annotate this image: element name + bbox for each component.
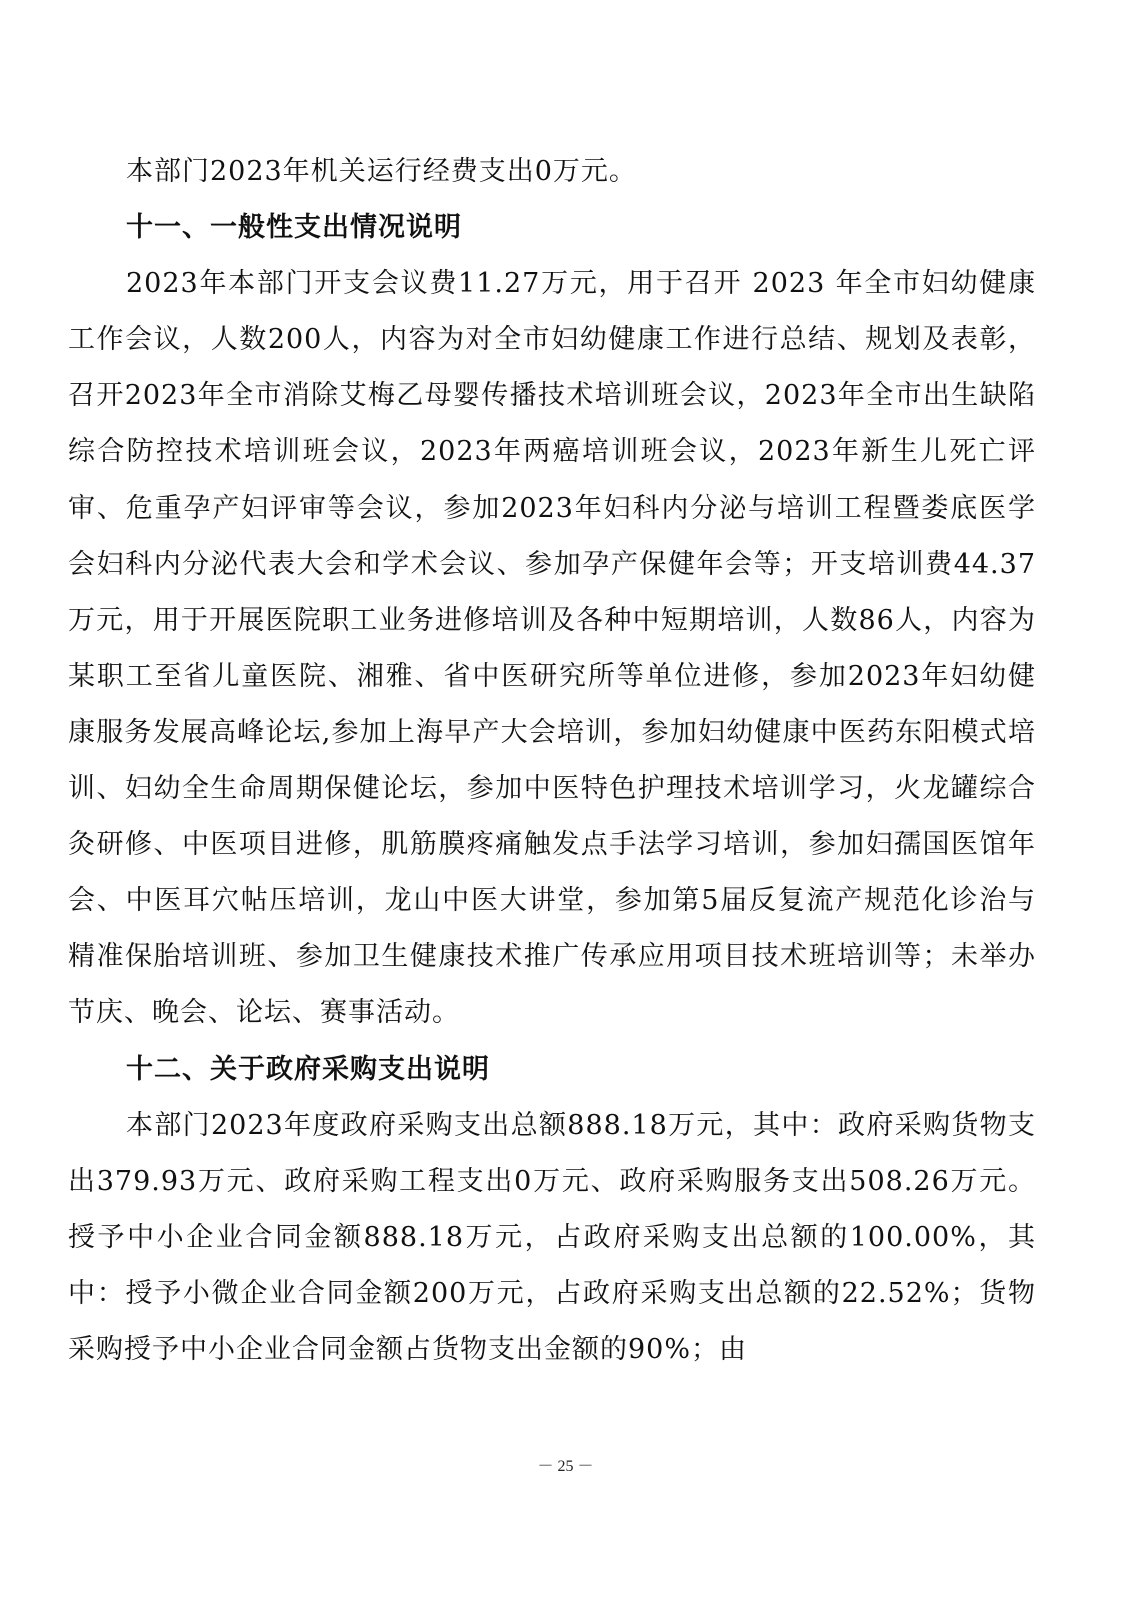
document-body <box>68 144 1036 1378</box>
paragraph-operating-expenses: 本部门2023年机关运行经费支出0万元。 <box>126 156 637 187</box>
section-heading-government-procurement: 十二、关于政府采购支出说明 <box>126 1053 490 1085</box>
paragraph-general-expenditure: 2023年本部门开支会议费11.27万元，用于召开 2023 年全市妇幼健康工作会议，人数200人，内容为对全市妇幼健康工作进行总结、规划及表彰，召开2023年全市消除艾梅乙母婴传播技术培训班会议，2023年全市出生缺陷综合防控技术培训班会议，2023年两癌培训班会议，2023年新生儿死亡评审、危重孕产妇评审等会议，参加2023年妇科内分泌与培训工程暨娄底医学会妇科内分泌代表大会和学术会议、参加孕产保健年会等；开支培训费44.37万元，用于开展医院职工业务进修培训及各种中短期培训，人数86人，内容为某职工至省儿童医院、湘雅、省中医研究所等单位进修，参加2023年妇幼健康服务发展高峰论坛,参加上海早产大会培训，参加妇幼健康中医药东阳模式培训、妇幼全生命周期保健论坛，参加中医特色护理技术培训学习，火龙罐综合灸研修、中医项目进修，肌筋膜疼痛触发点手法学习培训，参加妇孺国医馆年会、中医耳穴帖压培训，龙山中医大讲堂，参加第5届反复流产规范化诊治与精准保胎培训班、参加卫生健康技术推广传承应用项目技术班培训等；未举办节庆、晚会、论坛、赛事活动。 <box>68 268 1036 1029</box>
page-number: － 25 － <box>537 1458 594 1475</box>
paragraph-government-procurement: 本部门2023年度政府采购支出总额888.18万元，其中：政府采购货物支出379.93万元、政府采购工程支出0万元、政府采购服务支出508.26万元。授予中小企业合同金额888.18万元，占政府采购支出总额的100.00%，其中：授予小微企业合同金额200万元，占政府采购支出总额的22.52%；货物采购授予中小企业合同金额占货物支出金额的90%；由 <box>68 1109 1036 1365</box>
section-heading-general-expenditure: 十一、一般性支出情况说明 <box>126 212 462 244</box>
